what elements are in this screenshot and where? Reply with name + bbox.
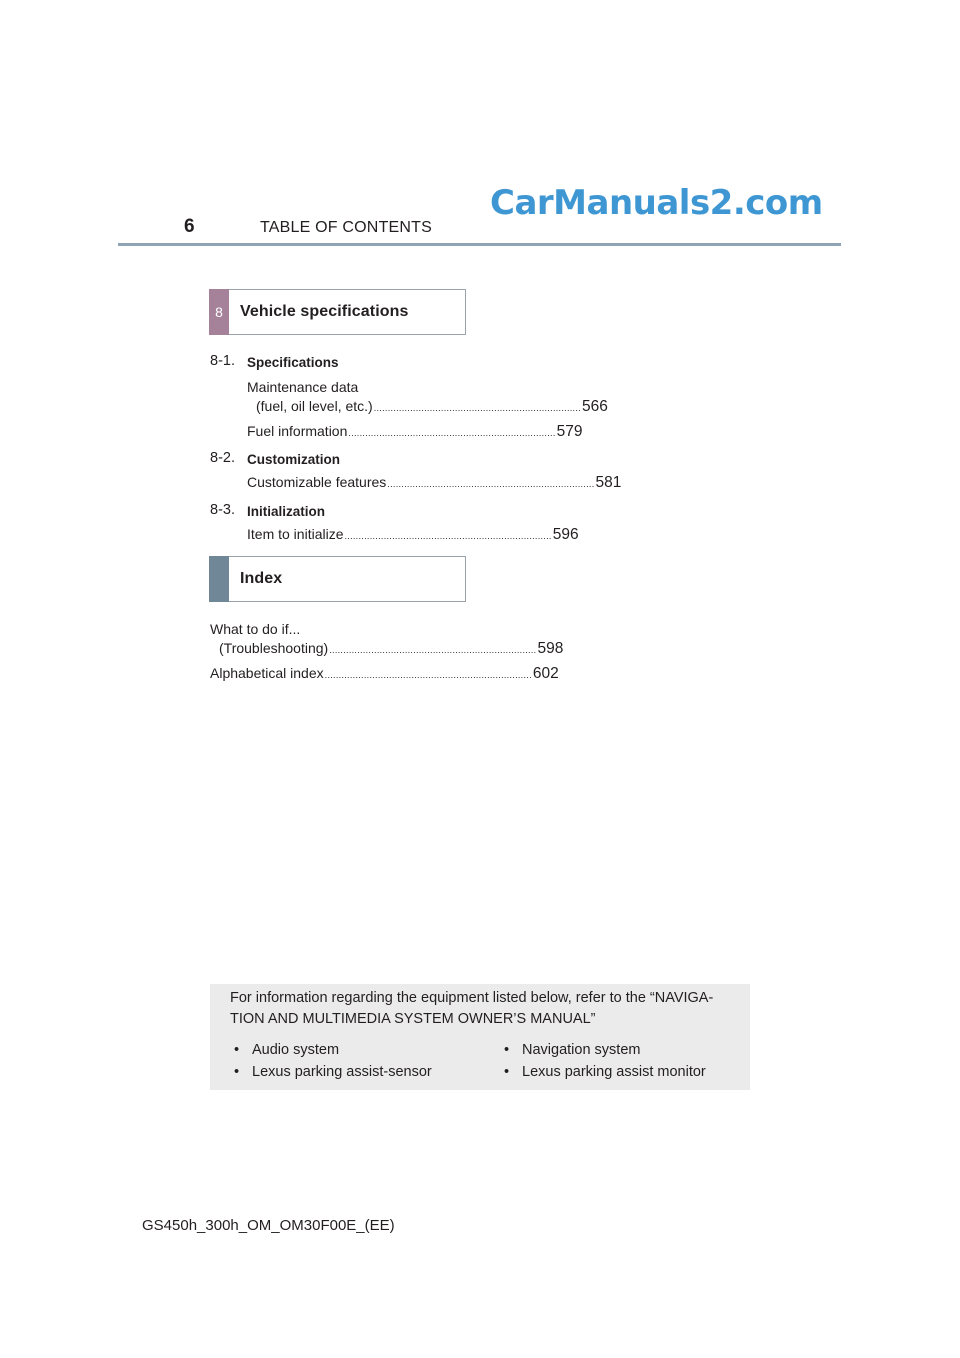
bullet-icon: • [504,1042,510,1058]
bullet-item: • Audio system [234,1042,340,1058]
toc-entry-page: 598 [537,640,564,657]
bullet-icon: • [234,1064,240,1080]
bullet-icon: • [504,1064,510,1080]
toc-entry-page: 566 [581,398,608,415]
bullet-item: • Navigation system [504,1042,641,1058]
bullet-icon: • [234,1042,240,1058]
watermark-logo[interactable]: CarManuals2.com [490,183,823,223]
toc-entry-page: 581 [595,474,622,491]
info-text-line-2: TION AND MULTIMEDIA SYSTEM OWNER’S MANUAL” [230,1011,596,1027]
toc-entry-label: Customizable features [247,474,387,490]
bullet-item: • Lexus parking assist-sensor [234,1064,432,1080]
toc-entry-customizable-features[interactable] [247,474,622,492]
page-number: 6 [184,216,195,237]
index-tab [209,556,229,602]
index-heading[interactable] [209,556,466,602]
toc-entry-label: (Troubleshooting) [219,640,329,656]
dot-leader: .......................................................................... [348,428,556,438]
header-title: TABLE OF CONTENTS [260,219,433,236]
toc-entry-troubleshooting[interactable] [219,640,564,658]
dot-leader: .......................................................................... [373,403,581,413]
toc-entry-fuel-information[interactable] [247,423,583,441]
section-8-heading[interactable] [209,289,466,335]
toc-entry-page: 579 [556,423,583,440]
dot-leader: .......................................................................... [344,531,552,541]
toc-entry-maintenance-data[interactable] [256,398,608,416]
toc-entry-item-to-initialize[interactable] [247,526,579,544]
toc-entry-alphabetical-index[interactable] [210,665,559,683]
toc-entry-label-line1: Maintenance data [247,379,359,395]
index-title: Index [240,570,283,587]
section-8-tab: 8 [209,289,229,335]
dot-leader: .......................................................................... [329,645,537,655]
subsection-title: Initialization [247,504,326,519]
subsection-title: Customization [247,452,340,467]
header-rule [118,243,841,246]
toc-entry-label-line1: What to do if... [210,621,301,637]
dot-leader: .......................................................................... [324,670,532,680]
toc-entry-label: (fuel, oil level, etc.) [256,398,373,414]
subsection-number: 8-1. [210,353,235,369]
toc-entry-label: Item to initialize [247,526,344,542]
subsection-number: 8-2. [210,450,235,466]
toc-entry-label: Alphabetical index [210,665,324,681]
info-box-text [230,988,744,1030]
toc-entry-page: 602 [532,665,559,682]
toc-entry-page: 596 [552,526,579,543]
subsection-number: 8-3. [210,502,235,518]
subsection-title: Specifications [247,355,339,370]
footer-code: GS450h_300h_OM_OM30F00E_(EE) [142,1217,395,1234]
bullet-item: • Lexus parking assist monitor [504,1064,706,1080]
info-text-line-1: For information regarding the equipment listed below, refer to the “NAVIGA- [230,990,714,1006]
dot-leader: .......................................................................... [387,479,595,489]
info-box [210,984,750,1090]
section-8-title: Vehicle specifications [240,303,409,320]
toc-entry-label: Fuel information [247,423,348,439]
